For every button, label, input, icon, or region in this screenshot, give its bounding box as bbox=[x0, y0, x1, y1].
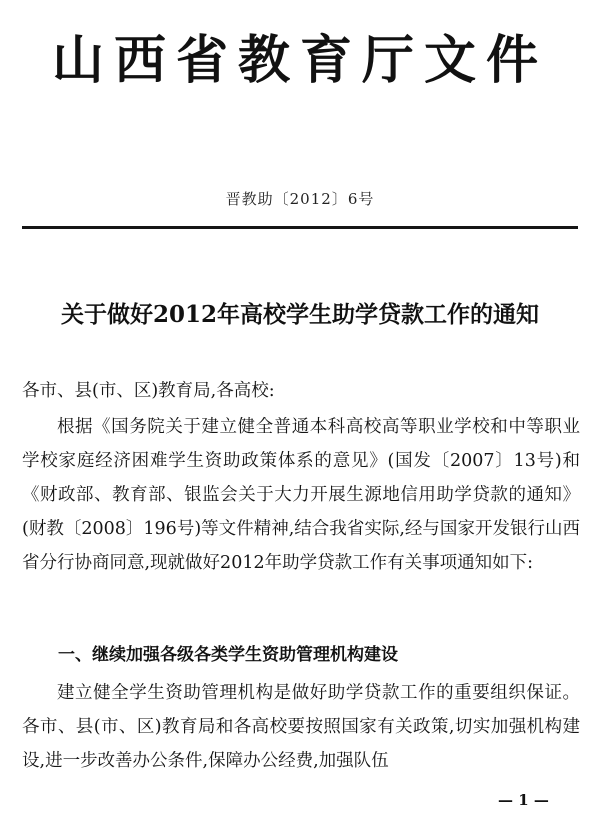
addressee-line: 各市、县(市、区)教育局,各高校: bbox=[22, 381, 275, 401]
body-paragraph: 根据《国务院关于建立健全普通本科高校高等职业学校和中等职业学校家庭经济困难学生资助政策体系的意见》(国发〔2007〕13号)和《财政部、教育部、银监会关于大力开展生源地信用助学贷款的通知》(财教〔2008〕196号)等文件精神,结合我省实际,经与国家开发银行山西省分行协商同意,现就做好2012年助学贷款工作有关事项通知如下: bbox=[22, 417, 580, 573]
header-divider bbox=[22, 226, 578, 229]
section-heading: 一、继续加强各级各类学生资助管理机构建设 bbox=[58, 645, 398, 665]
body-paragraph: 建立健全学生资助管理机构是做好助学贷款工作的重要组织保证。各市、县(市、区)教育局和各高校要按照国家有关政策,切实加强机构建设,进一步改善办公条件,保障办公经费,加强队伍 bbox=[22, 683, 580, 771]
notice-title: 关于做好2012年高校学生助学贷款工作的通知 bbox=[60, 301, 539, 328]
page-number: — 1 — bbox=[498, 791, 549, 809]
document-number: 晋教助〔2012〕6号 bbox=[225, 190, 375, 208]
issuer-title: 山西省教育厅文件 bbox=[51, 31, 548, 91]
